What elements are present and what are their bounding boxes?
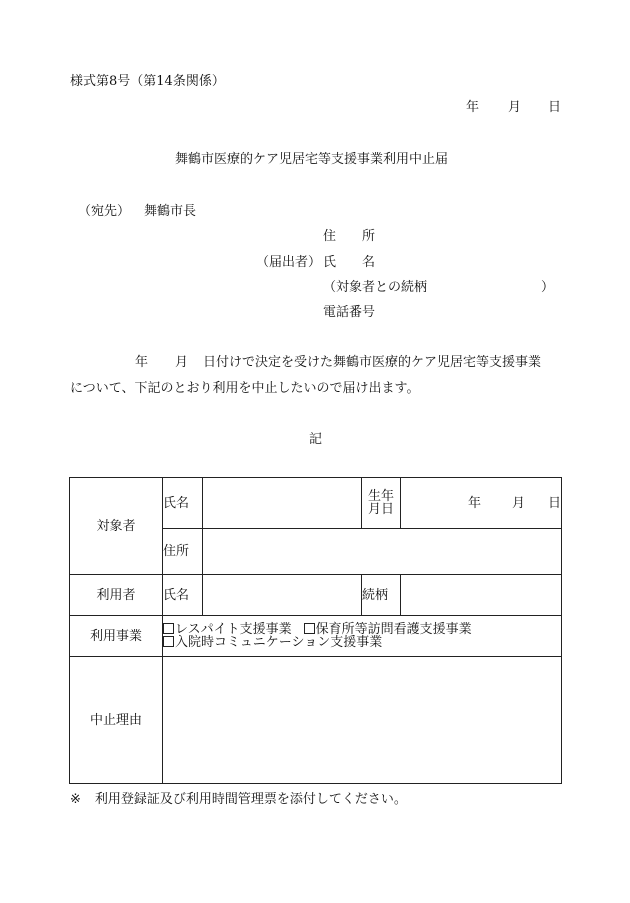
birth-day-label: 日 — [547, 495, 561, 511]
body-year: 年 — [135, 355, 149, 370]
service-options — [163, 616, 562, 657]
service-label: 利用事業 — [70, 616, 163, 657]
body-rest: 日付けで決定を受けた舞鶴市医療的ケア児居宅等支援事業 — [203, 355, 542, 370]
service-nursery-label: 保育所等訪問看護支援事業 — [315, 622, 472, 637]
subject-name-field[interactable] — [203, 478, 362, 529]
date-year-label: 年 — [466, 100, 480, 115]
checkbox-hospital-communication[interactable] — [163, 636, 174, 647]
relation-field[interactable] — [401, 575, 562, 616]
addressee-prefix: （宛先） — [78, 204, 131, 219]
user-label: 利用者 — [70, 575, 163, 616]
applicant-label: （届出者） — [256, 255, 322, 270]
service-respite-label: レスパイト支援事業 — [175, 622, 292, 637]
form-table — [69, 477, 562, 784]
applicant-relation — [323, 280, 555, 295]
birth-year-label: 年 — [467, 495, 481, 511]
note-text: 利用登録証及び利用時間管理票を添付してください。 — [94, 792, 407, 807]
table-row — [70, 657, 562, 784]
subject-address-field[interactable] — [203, 529, 562, 575]
form-number: 様式第8号（第14条関係） — [70, 74, 225, 89]
user-name-field[interactable] — [203, 575, 362, 616]
ki-heading: 記 — [309, 432, 323, 447]
birth-date-label — [362, 478, 401, 529]
service-hospital-label: 入院時コミュニケーション支援事業 — [175, 635, 383, 650]
subject-address-label: 住所 — [163, 529, 203, 575]
birth-label-line-2: 月日 — [367, 502, 394, 517]
applicant-relation-label: （対象者との続柄 — [323, 280, 428, 295]
document-title: 舞鶴市医療的ケア児居宅等支援事業利用中止届 — [175, 152, 449, 167]
applicant-name-label: 氏 名 — [323, 255, 376, 270]
body-text-line-1 — [70, 356, 541, 369]
body-text-line-2: について、下記のとおり利用を中止したいので届け出ます。 — [70, 381, 420, 396]
applicant-address-label: 住 所 — [323, 229, 376, 244]
birth-date-field[interactable] — [401, 478, 562, 529]
table-row — [70, 616, 562, 657]
checkbox-nursery-visit[interactable] — [304, 623, 315, 634]
birth-month-label: 月 — [511, 495, 525, 511]
addressee — [78, 205, 196, 218]
reason-field[interactable] — [163, 657, 562, 784]
user-name-label: 氏名 — [163, 575, 203, 616]
reason-label: 中止理由 — [70, 657, 163, 784]
date-month-label: 月 — [508, 100, 522, 115]
body-month: 月 — [175, 355, 189, 370]
addressee-name: 舞鶴市長 — [144, 204, 197, 219]
subject-label: 対象者 — [70, 478, 163, 575]
attachment-note — [70, 793, 407, 806]
relation-label: 続柄 — [362, 575, 401, 616]
submission-date — [466, 101, 561, 114]
applicant-relation-close: ） — [541, 280, 555, 295]
birth-label-line-1: 生年 — [367, 489, 394, 504]
applicant-phone-label: 電話番号 — [323, 305, 376, 320]
note-mark: ※ — [70, 792, 81, 807]
subject-name-label: 氏名 — [163, 478, 203, 529]
table-row — [70, 575, 562, 616]
table-row — [70, 478, 562, 529]
checkbox-respite[interactable] — [163, 623, 174, 634]
date-day-label: 日 — [548, 100, 562, 115]
